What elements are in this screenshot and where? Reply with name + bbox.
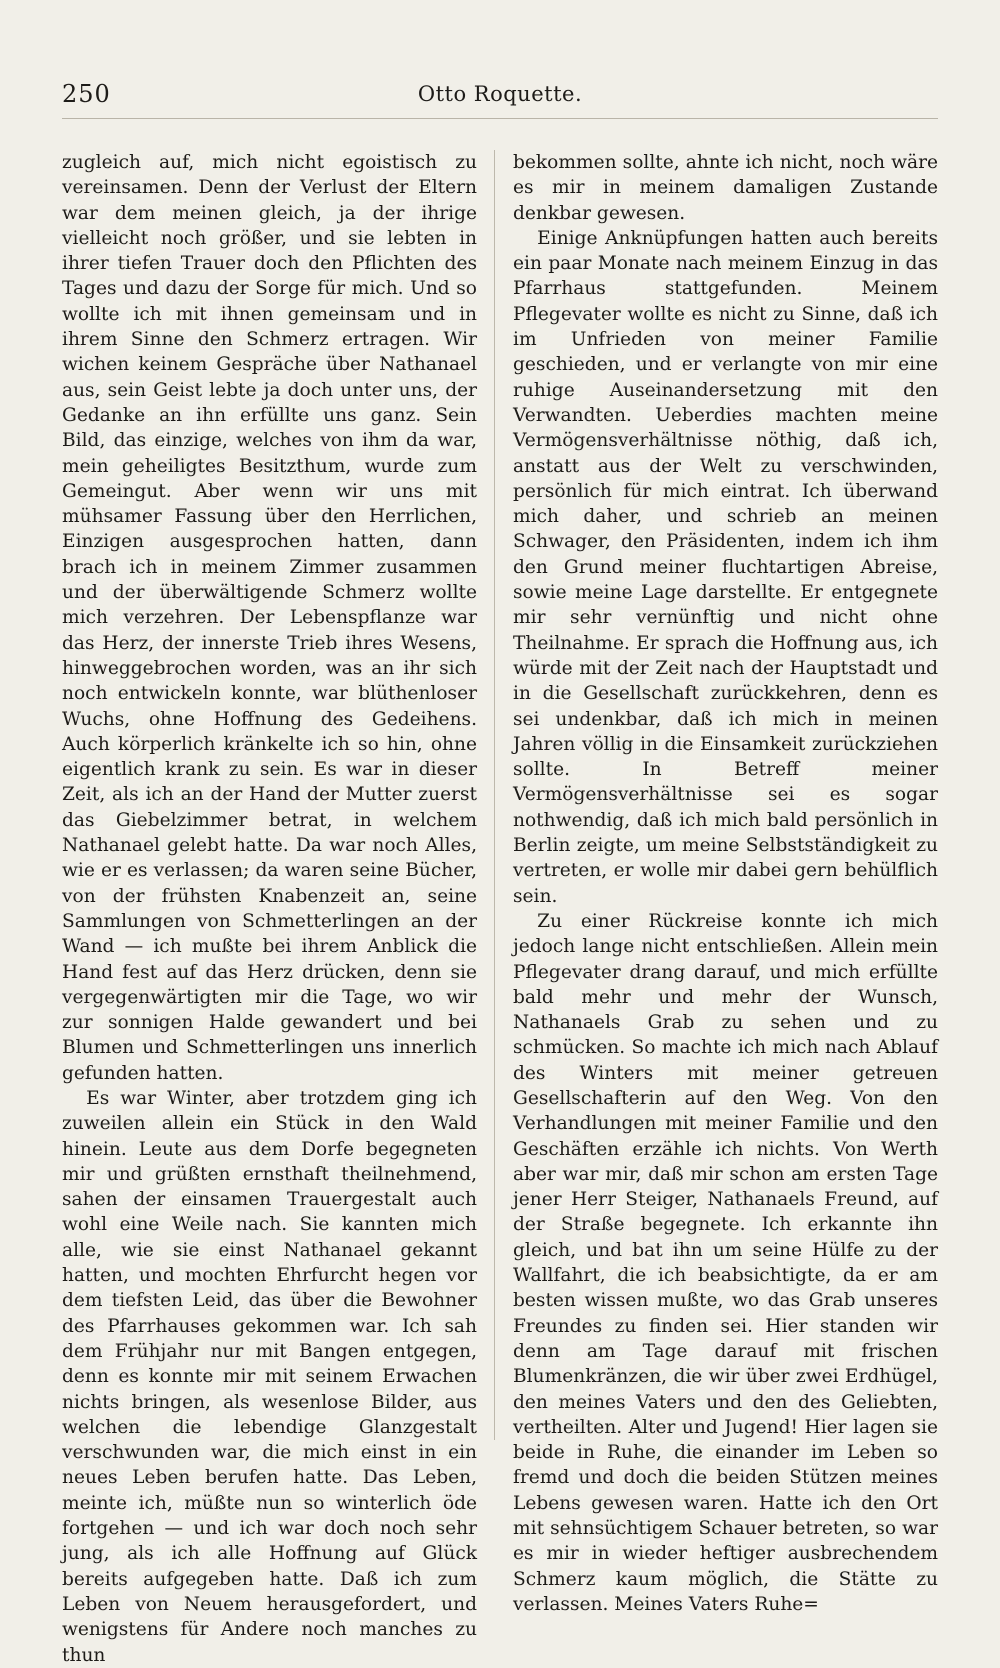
- page-header: [62, 80, 938, 116]
- left-column: [62, 150, 477, 1666]
- paragraph: bekommen sollte, ahnte ich nicht, noch wäre es mir in meinem damaligen Zustande denkbar gewesen.: [513, 152, 938, 224]
- column-divider: [494, 150, 495, 1440]
- paragraph: Es war Winter, aber trotzdem ging ich zuweilen allein ein Stück in den Wald hinein. Leute aus dem Dorfe begegneten mir und grüßten ernsthaft theilnehmend, sahen der einsamen Trauergestalt auch wohl eine Weile nach. Sie kannten mich alle, wie sie einst Nathanael gekannt hatten, und mochten Ehrfurcht hegen vor dem tiefsten Leid, das über die Bewohner des Pfarrhauses gekommen war. Ich sah dem Frühjahr nur mit Bangen entgegen, denn es konnte mir mit seinem Erwachen nichts bringen, als wesenlose Bilder, aus welchen die lebendige Glanzgestalt verschwunden war, die mich einst in ein neues Leben berufen hatte. Das Leben, meinte ich, müßte nun so winterlich öde fortgehen — und ich war doch noch sehr jung, als ich alle Hoffnung auf Glück bereits aufgegeben hatte. Daß ich zum Leben von Neuem herausgefordert, und wenigstens für Andere noch manches zu thun: [62, 1087, 477, 1666]
- paragraph: Einige Anknüpfungen hatten auch bereits ein paar Monate nach meinem Einzug in das Pfarrhaus stattgefunden. Meinem Pflegevater wollte es nicht zu Sinne, daß ich im Unfrieden von meiner Familie geschieden, und er verlangte von mir eine ruhige Auseinandersetzung mit den Verwandten. Ueberdies machten meine Vermögensverhältnisse nöthig, daß ich, anstatt aus der Welt zu verschwinden, persönlich für mich eintrat. Ich überwand mich daher, und schrieb an meinen Schwager, den Präsidenten, indem ich ihm den Grund meiner fluchtartigen Abreise, sowie meine Lage darstellte. Er entgegnete mir sehr vernünftig und nicht ohne Theilnahme. Er sprach die Hoffnung aus, ich würde mit der Zeit nach der Hauptstadt und in die Gesellschaft zurückkehren, denn es sei undenkbar, daß ich mich in meinen Jahren völlig in die Einsamkeit zurückziehen sollte. In Betreff meiner Vermögensverhältnisse sei es sogar nothwendig, daß ich mich bald persönlich in Berlin zeigte, um meine Selbstständigkeit zu vertreten, er wolle mir dabei gern behülflich sein.: [513, 227, 938, 907]
- header-rule: [62, 118, 938, 119]
- paragraph: zugleich auf, mich nicht egoistisch zu vereinsamen. Denn der Verlust der Eltern war dem meinen gleich, ja der ihrige vielleicht noch größer, und sie lebten in ihrer tiefen Trauer doch den Pflichten des Tages und dazu der Sorge für mich. Und so wollte ich mit ihnen gemeinsam und in ihrem Sinne den Schmerz ertragen. Wir wichen keinem Gespräche über Nathanael aus, sein Geist lebte ja doch unter uns, der Gedanke an ihn erfüllte uns ganz. Sein Bild, das einzige, welches von ihm da war, mein geheiligtes Besitzthum, wurde zum Gemeingut. Aber wenn wir uns mit mühsamer Fassung über den Herrlichen, Einzigen ausgesprochen hatten, dann brach ich in meinem Zimmer zusammen und der überwältigende Schmerz wollte mich verzehren. Der Lebenspflanze war das Herz, der innerste Trieb ihres Wesens, hinweggebrochen worden, was an ihr sich noch entwickeln konnte, war blüthenloser Wuchs, ohne Hoffnung des Gedeihens. Auch körperlich kränkelte ich so hin, ohne eigentlich krank zu sein. Es war in dieser Zeit, als ich an der Hand der Mutter zuerst das Giebelzimmer betrat, in welchem Nathanael gelebt hatte. Da war noch Alles, wie er es verlassen; da waren seine Bücher, von der frühsten Knabenzeit an, seine Sammlungen von Schmetterlingen an der Wand — ich mußte bei ihrem Anblick die Hand fest auf das Herz drücken, denn sie vergegenwärtigten mir die Tage, wo wir zur sonnigen Halde gewandert und bei Blumen und Schmetterlingen uns innerlich gefunden hatten.: [62, 152, 477, 1084]
- page-number: 250: [62, 80, 111, 108]
- paragraph: Zu einer Rückreise konnte ich mich jedoch lange nicht entschließen. Allein mein Pflegevater drang darauf, und mich erfüllte bald mehr und mehr der Wunsch, Nathanaels Grab zu sehen und zu schmücken. So machte ich mich nach Ablauf des Winters mit meiner getreuen Gesellschafterin auf den Weg. Von den Verhandlungen mit meiner Familie und den Geschäften erzähle ich nichts. Von Werth aber war mir, daß mir schon am ersten Tage jener Herr Steiger, Nathanaels Freund, auf der Straße begegnete. Ich erkannte ihn gleich, und bat ihn um seine Hülfe zu der Wallfahrt, die ich beabsichtigte, da er am besten wissen mußte, wo das Grab unseres Freundes zu finden sei. Hier standen wir denn am Tage darauf mit frischen Blumenkränzen, die wir über zwei Erdhügel, den meines Vaters und den des Geliebten, vertheilten. Alter und Jugend! Hier lagen sie beide in Ruhe, die einander im Leben so fremd und doch die beiden Stützen meines Lebens gewesen waren. Hatte ich den Ort mit sehnsüchtigem Schauer betreten, so war es mir in wieder heftiger ausbrechendem Schmerz kaum möglich, die Stätte zu verlassen. Meines Vaters Ruhe=: [513, 910, 938, 1615]
- running-head: Otto Roquette.: [417, 82, 583, 106]
- right-column: [513, 150, 938, 1615]
